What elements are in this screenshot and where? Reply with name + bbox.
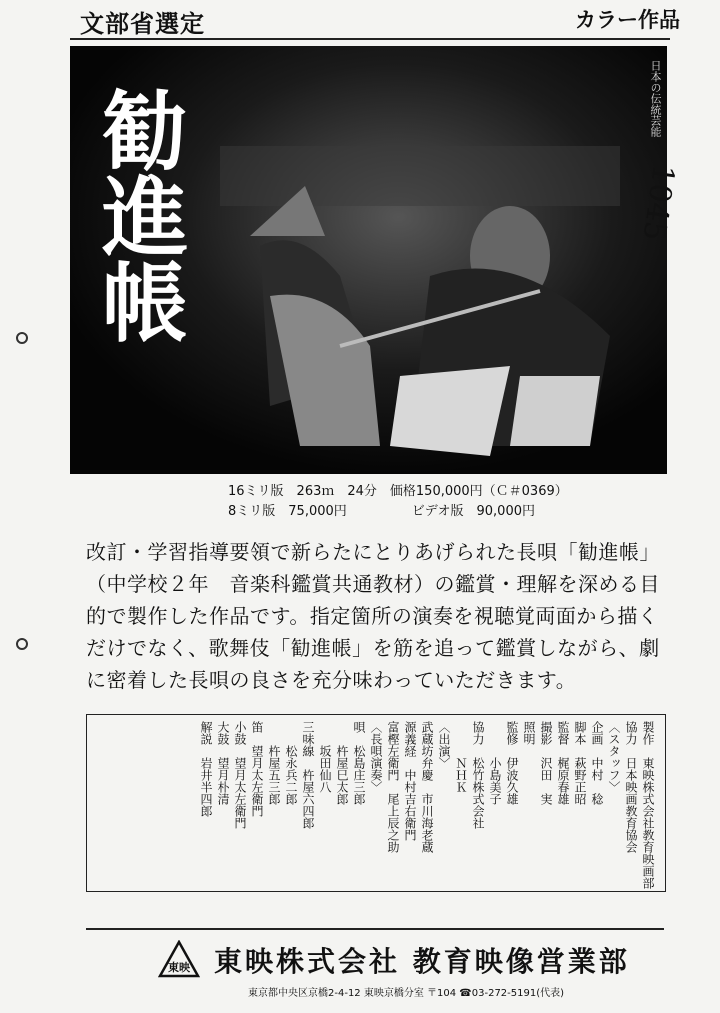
credit-line: 大鼓 望月朴清 — [216, 721, 230, 805]
poster-side-label: 日本の伝統芸能 — [649, 60, 662, 137]
header-rule — [70, 38, 670, 40]
credit-line: 源義経 中村吉右衛門 — [403, 721, 417, 841]
credit-line: 解説 岩井半四郎 — [199, 721, 213, 817]
header-left-label: 文部省選定 — [80, 10, 205, 38]
credit-line: 協力 松竹株式会社 — [471, 721, 485, 829]
footer-rule — [86, 928, 664, 930]
description-line: 的で製作した作品です。指定箇所の演奏を視聴覚両面から描く — [86, 604, 659, 628]
credit-line: 武蔵坊弁慶 市川海老蔵 — [420, 721, 434, 853]
credit-line: 杵屋五三郎 — [267, 721, 281, 805]
company-address: 東京都中央区京橋2-4-12 東映京橋分室 〒104 ☎03-272-5191(代表) — [248, 988, 565, 999]
credit-line: 三味線 杵屋六四郎 — [301, 721, 315, 829]
credits-box — [86, 714, 666, 892]
credit-line: 小鼓 望月太左衛門 — [233, 721, 247, 829]
credit-line: 坂田仙八 — [318, 721, 332, 793]
credits-columns — [97, 721, 655, 889]
description-line: だけでなく、歌舞伎「勧進帳」を筋を追って鑑賞しながら、劇 — [86, 636, 660, 660]
poster-image — [70, 46, 667, 474]
header-right-label: カラー作品 — [575, 8, 680, 32]
credit-line: 杵屋巳太郎 — [335, 721, 349, 805]
credit-line: 脚本 萩野正昭 — [573, 721, 587, 805]
credit-line: 照明 — [522, 721, 536, 745]
handwritten-note: 1045 — [635, 162, 681, 243]
spec-line-8mm: 8ミリ版 75,000円 ビデオ版 90,000円 — [228, 504, 535, 519]
credit-line: 監修 伊波久雄 — [505, 721, 519, 805]
credit-line: 製作 東映株式会社教育映画部 — [641, 721, 655, 889]
credit-line: 〈出演〉 — [437, 721, 451, 769]
toei-logo — [158, 940, 200, 978]
credit-line: 〈長唄演奏〉 — [369, 721, 383, 793]
description-line: （中学校２年 音楽科鑑賞共通教材）の鑑賞・理解を深める目 — [86, 572, 660, 596]
description-line: 改訂・学習指導要領で新らたにとりあげられた長唄「勧進帳」 — [86, 540, 660, 564]
credit-line: 富樫左衛門 尾上辰之助 — [386, 721, 400, 853]
credit-line: ＮＨＫ — [454, 721, 468, 793]
description — [86, 536, 686, 696]
spec-line-16mm: 16ミリ版 263ｍ 24分 価格150,000円（Ｃ＃0369） — [228, 484, 568, 499]
poster-title: 勧進帳 — [87, 86, 188, 344]
punch-hole — [16, 332, 28, 344]
credit-line: 唄 松島庄三郎 — [352, 721, 366, 805]
logo-text: 東映 — [168, 961, 190, 974]
credit-line: 笛 望月太左衛門 — [250, 721, 264, 817]
credit-line: 〈スタッフ〉 — [607, 721, 621, 793]
credit-line: 協力 日本映画教育協会 — [624, 721, 638, 853]
credit-line: 監督 梶原春雄 — [556, 721, 570, 805]
credit-line: 松永兵二郎 — [284, 721, 298, 805]
description-line: に密着した長唄の良さを充分味わっていただきます。 — [86, 668, 577, 692]
toei-logo-icon — [158, 940, 200, 978]
credit-line: 撮影 沢田 実 — [539, 721, 553, 805]
credit-line: 小島美子 — [488, 721, 502, 805]
punch-hole — [16, 638, 28, 650]
credit-line: 企画 中村 稔 — [590, 721, 604, 805]
company-name: 東映株式会社 教育映像営業部 — [214, 945, 630, 978]
